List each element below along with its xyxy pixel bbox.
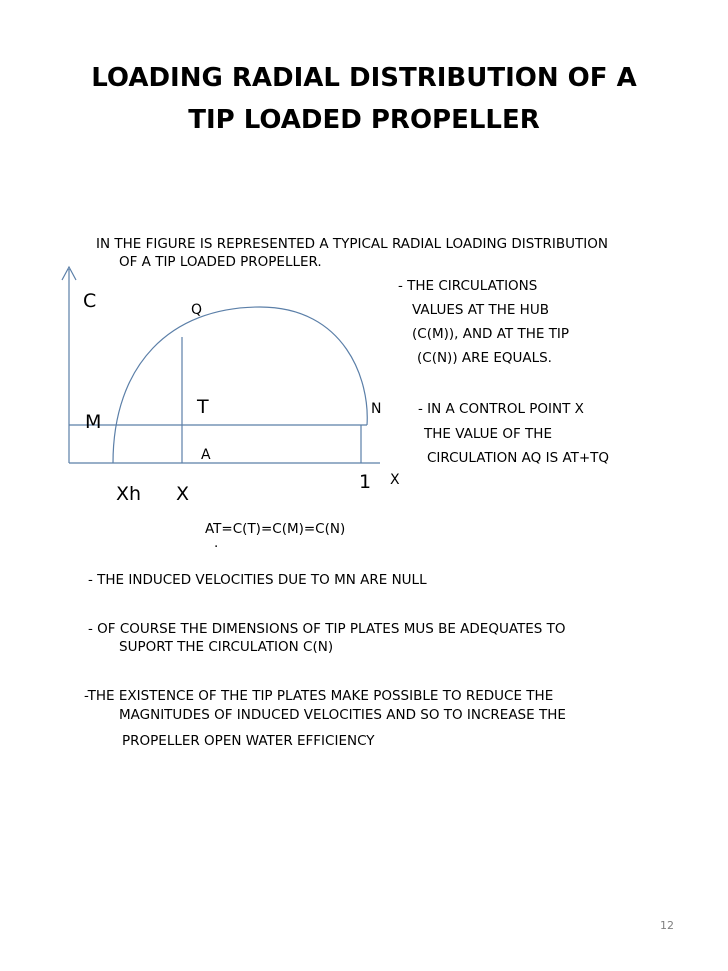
label-m: M [85,411,102,433]
bullet-tip-plates-line-2: SUPORT THE CIRCULATION C(N) [119,639,334,655]
note-circulations-1: - THE CIRCULATIONS [398,278,538,294]
radial-loading-diagram [55,255,385,485]
slide-title-line-2: TIP LOADED PROPELLER [188,105,540,135]
label-one: 1 [359,471,372,493]
label-c: C [83,290,97,312]
label-x: X [176,483,190,505]
formula: AT=C(T)=C(M)=C(N) [205,521,346,537]
label-x-axis: X [390,472,400,488]
bullet-existence-line-2: MAGNITUDES OF INDUCED VELOCITIES AND SO TO INCREASE THE [119,707,566,723]
bullet-induced-velocities: - THE INDUCED VELOCITIES DUE TO MN ARE NULL [88,572,427,588]
label-a: A [201,447,211,463]
note-circulations-4: (C(N)) ARE EQUALS. [417,350,552,366]
note-circulations-2: VALUES AT THE HUB [412,302,549,318]
bullet-existence-line-1: -THE EXISTENCE OF THE TIP PLATES MAKE POSSIBLE TO REDUCE THE [84,688,554,704]
page-number: 12 [660,919,674,932]
label-n: N [371,401,382,417]
formula-dot: . [214,535,219,551]
slide-title-line-1: LOADING RADIAL DISTRIBUTION OF A [91,63,637,93]
intro-line-2: OF A TIP LOADED PROPELLER. [119,254,322,270]
intro-line-1: IN THE FIGURE IS REPRESENTED A TYPICAL RADIAL LOADING DISTRIBUTION [96,236,608,252]
label-t: T [197,396,209,418]
note-control-2: THE VALUE OF THE [424,426,552,442]
note-circulations-3: (C(M)), AND AT THE TIP [412,326,570,342]
label-q: Q [191,302,203,318]
bullet-existence-line-3: PROPELLER OPEN WATER EFFICIENCY [122,733,375,749]
bullet-tip-plates-line-1: - OF COURSE THE DIMENSIONS OF TIP PLATES MUS BE ADEQUATES TO [88,621,566,637]
loading-curve [113,307,367,463]
note-control-1: - IN A CONTROL POINT X [418,401,584,417]
label-xh: Xh [116,483,142,505]
note-control-3: CIRCULATION AQ IS AT+TQ [427,450,610,466]
